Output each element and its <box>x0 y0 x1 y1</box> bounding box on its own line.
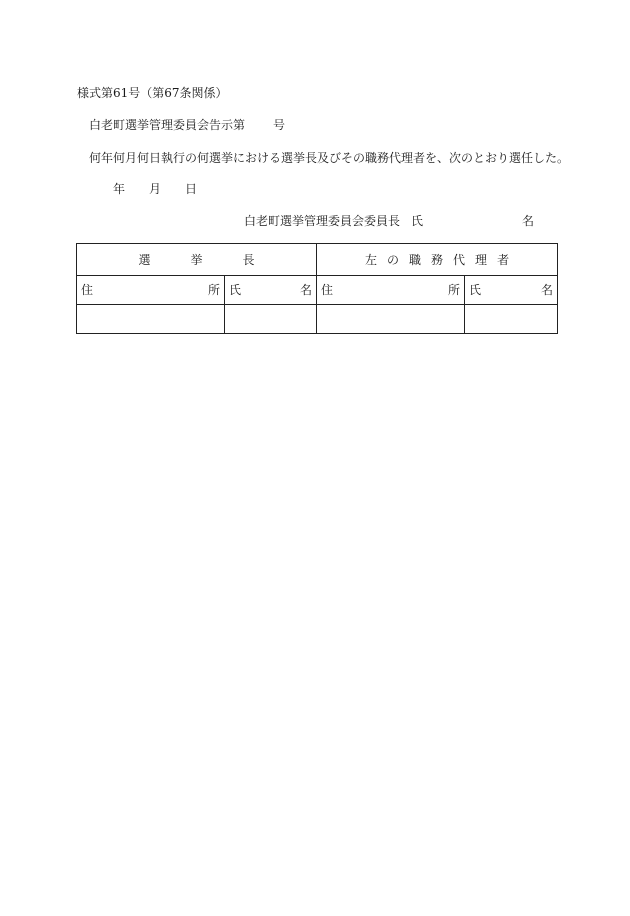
column-header-row <box>77 276 558 305</box>
chairman-address-cell <box>77 305 225 334</box>
chairman-name-header: 氏 名 <box>225 276 317 305</box>
signature-title: 白老町選挙管理委員会委員長 <box>244 214 401 228</box>
notice-header-prefix: 白老町選挙管理委員会告示第 <box>89 118 246 132</box>
signature-shi: 氏 <box>411 214 424 228</box>
form-number: 様式第61号（第67条関係） <box>77 86 228 100</box>
notice-header-suffix: 号 <box>273 118 286 132</box>
group-header-row <box>77 244 558 276</box>
chairman-address-header: 住 所 <box>77 276 225 305</box>
body-text: 何年何月何日執行の何選挙における選挙長及びその職務代理者を、次のとおり選任した。 <box>89 151 570 165</box>
appointees-table <box>76 243 558 334</box>
date-month: 月 <box>149 182 162 196</box>
notice-header <box>89 118 285 132</box>
table-row <box>77 305 558 334</box>
date-line <box>113 182 197 196</box>
date-day: 日 <box>185 182 198 196</box>
deputy-name-header: 氏 名 <box>465 276 558 305</box>
deputy-group-header: 左 の 職 務 代 理 者 <box>317 244 558 276</box>
deputy-address-header: 住 所 <box>317 276 465 305</box>
signature-line <box>244 214 534 228</box>
chairman-group-header: 選 挙 長 <box>77 244 317 276</box>
date-year: 年 <box>113 182 126 196</box>
chairman-name-cell <box>225 305 317 334</box>
deputy-name-cell <box>465 305 558 334</box>
signature-mei: 名 <box>522 214 535 228</box>
deputy-address-cell <box>317 305 465 334</box>
